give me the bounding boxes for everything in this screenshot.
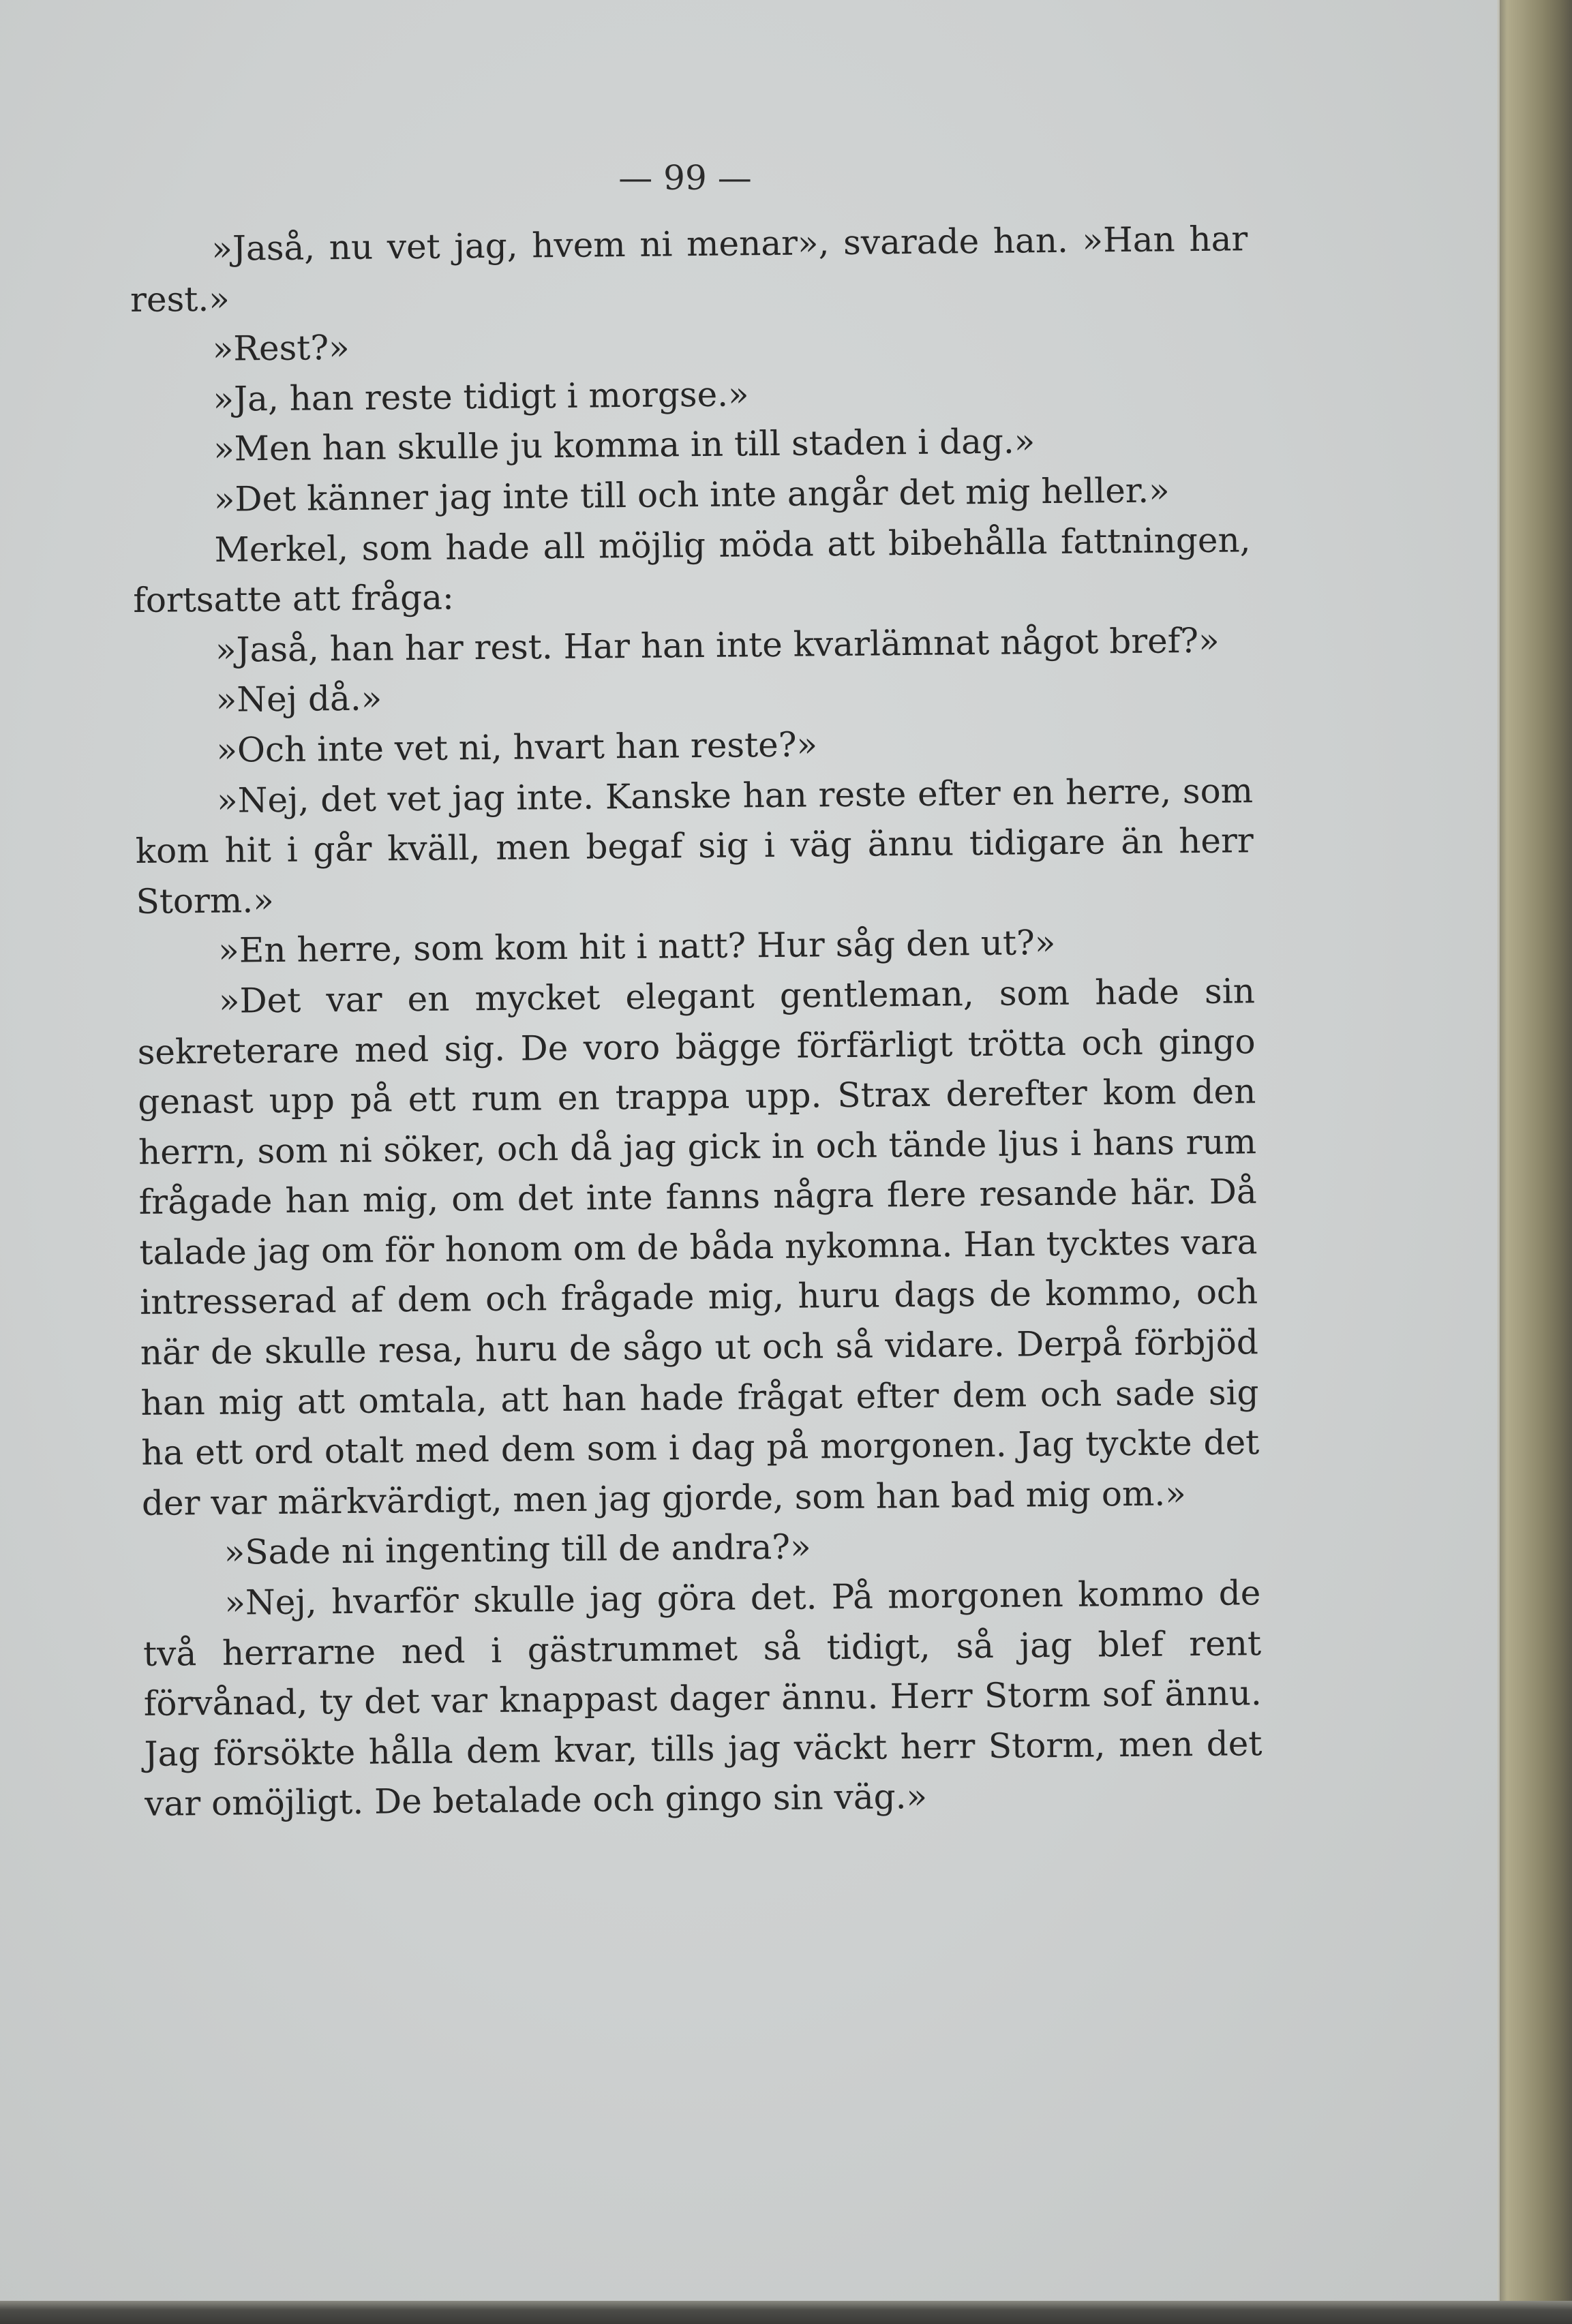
paragraph: »Jaså, nu vet jag, hvem ni menar», svarade han. »Han har rest.»: [130, 219, 1248, 320]
paragraph: »Men han skulle ju komma in till staden i dag.»: [213, 421, 1036, 470]
paragraph: »Nej, hvarför skulle jag göra det. På morgonen kommo de två herrarne ned i gästrummet så tidigt, så jag blef rent förvånad, ty det var knappast dager ännu. Herr Storm sof ännu. Jag försökte hålla dem kvar, tills jag väckt herr Storm, men det var omöjligt. De betalade och gingo sin väg.»: [142, 1573, 1263, 1824]
body-text: [130, 214, 1263, 1830]
paragraph: »Jaså, han har rest. Har han inte kvarlämnat något bref?»: [215, 620, 1220, 670]
bottom-edge: [0, 2301, 1572, 2324]
book-spine: [1500, 0, 1572, 2324]
paragraph: »Nej, det vet jag inte. Kanske han reste efter en herre, som kom hit i går kväll, men begaf sig i väg ännu tidigare än herr Storm.»: [135, 770, 1254, 921]
paragraph: »Det var en mycket elegant gentleman, som hade sin sekreterare med sig. De voro bägge förfärligt trötta och gingo genast upp på ett rum en trappa upp. Strax derefter kom den herrn, som ni söker, och då jag gick in och tände ljus i hans rum frågade han mig, om det inte fanns några flere resande här. Då talade jag om för honom om de båda nykomna. Han tycktes vara intresserad af dem och frågade mig, huru dags de kommo, och när de skulle resa, huru de sågo ut och så vidare. Derpå förbjöd han mig att omtala, att han hade frågat efter dem och sade sig ha ett ord otalt med dem som i dag på morgonen. Jag tyckte det der var märkvärdigt, men jag gjorde, som han bad mig om.»: [137, 971, 1260, 1523]
page-number: — 99 —: [618, 158, 752, 198]
paragraph: Merkel, som hade all möjlig möda att bibehålla fattningen, fortsatte att fråga:: [133, 519, 1251, 621]
paragraph: »Och inte vet ni, hvart han reste?»: [216, 724, 818, 770]
paragraph: »Nej då.»: [215, 678, 382, 720]
paragraph: »Sade ni ingenting till de andra?»: [224, 1527, 811, 1573]
paragraph: »Det känner jag inte till och inte angår det mig heller.»: [213, 470, 1170, 519]
paragraph: »Rest?»: [212, 328, 350, 369]
paragraph: »Ja, han reste tidigt i morgse.»: [213, 374, 749, 419]
paragraph: »En herre, som kom hit i natt? Hur såg den ut?»: [217, 923, 1056, 971]
